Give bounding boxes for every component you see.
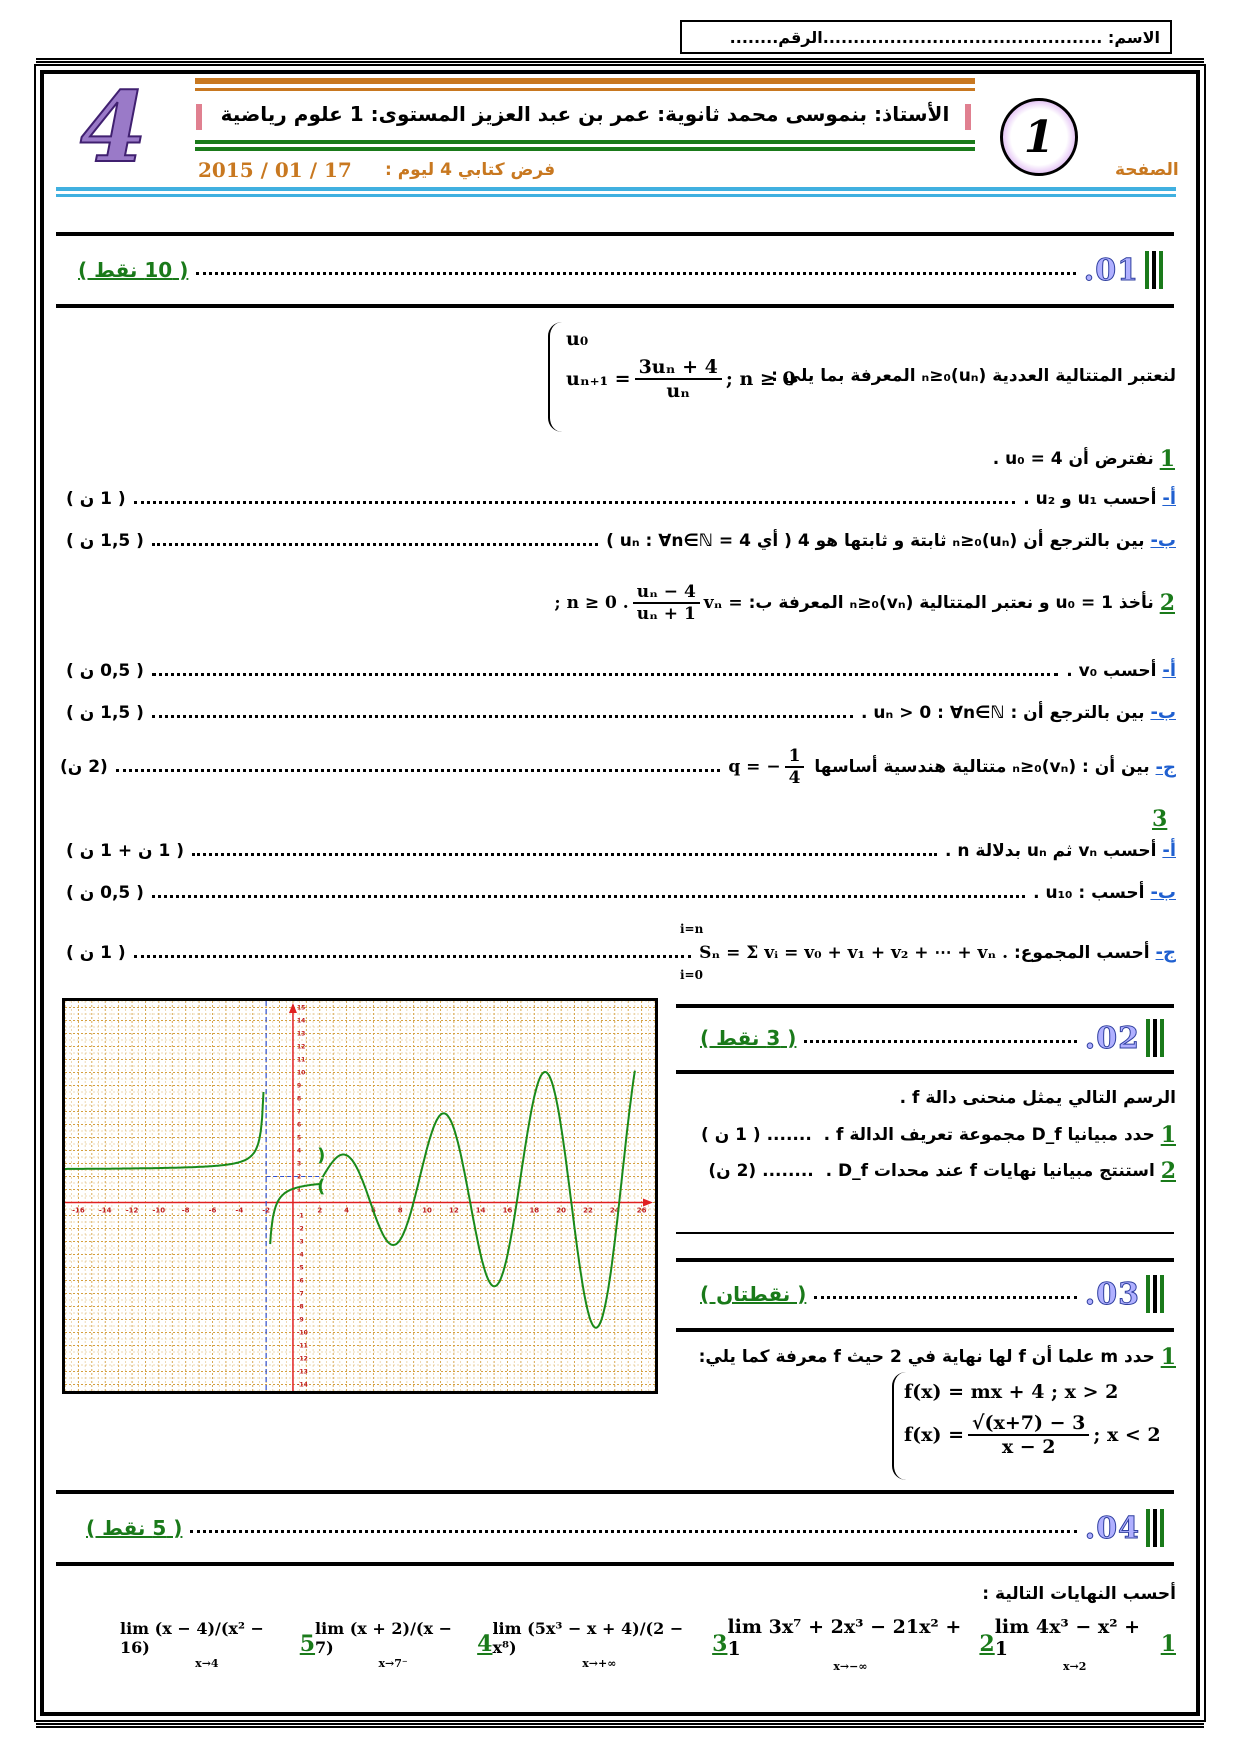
ex4-header [86,1508,1164,1548]
pink-bar-left [196,104,202,130]
y-tick-label: 4 [296,1147,302,1155]
ex1-sys-u0: u₀ [566,328,589,350]
y-tick-label: 8 [296,1095,302,1103]
ex1-q2c-pts: (2 ن) [60,757,108,777]
ex1-intro: لنعتبر المتتالية العددية (uₙ)ₙ≥₀ المعرفة بما يلي : [771,366,1176,386]
x-tick-label: 26 [636,1206,647,1215]
y-tick-label: 1 [296,1186,302,1194]
y-tick-label: -8 [296,1303,304,1311]
x-tick-label: -16 [72,1206,85,1215]
y-tick-label: 12 [296,1043,306,1051]
y-tick-label: 7 [296,1108,302,1116]
y-tick-label: 3 [296,1160,302,1168]
exam-line: فرض كتابي 4 ليوم : [385,160,556,180]
header-stripe-bottom [56,187,1176,191]
ex1-q2-number: 2 [1159,590,1175,616]
ex1-q2c [60,746,1176,788]
ex1-q3a-pts: ( 1 ن + 1 ن ) [66,840,185,861]
ex2-q2: (2 ن) ........ استنتج مبيانيا نهايات f عند محدات D_f . 2 [708,1158,1176,1184]
ex3-case2-den: x − 2 [1001,1436,1056,1458]
x-tick-label: 20 [556,1206,567,1215]
page-label: الصفحة [1115,160,1179,180]
x-tick-label: 10 [422,1206,432,1215]
ex3-case2-num: √(x+7) − 3 [968,1412,1089,1436]
limit-5-under: x→4 [195,1656,219,1670]
x-tick-label: 14 [475,1206,486,1215]
ex1-q2c-qd: 4 [788,768,801,788]
ex1-q3b-label: ب- [1150,882,1176,903]
ex2-q1: ( 1 ن ) ....... حدد مبيانيا D_f مجموعة تعريف الدالة f . 1 [701,1122,1176,1148]
x-tick-label: -8 [181,1206,190,1215]
y-tick-label: 13 [296,1030,306,1038]
ex1-q2b [66,702,1176,723]
ex1-q2b-text: بين بالترجع أن : uₙ > 0 : ∀n∈ℕ . [861,702,1145,723]
ex1-q3b [66,882,1176,903]
y-tick-label: -4 [296,1251,304,1259]
y-tick-label: 11 [296,1056,306,1064]
ex3-side-bars [1146,1275,1164,1313]
limit-item [995,1616,1176,1673]
header-stripe-mid [195,140,975,144]
x-tick-label: -2 [262,1206,271,1215]
x-tick-label: 16 [502,1206,513,1215]
ex2-bottom-line [676,1232,1174,1234]
y-tick-label: 15 [296,1004,306,1012]
exam-date: 2015 / 01 / 17 [198,158,352,182]
pink-bar-right [965,104,971,130]
ex1-sys-lhs: uₙ₊₁ = [566,368,631,390]
x-tick-label: -10 [152,1206,166,1215]
limit-2-expr: lim 3x⁷ + 2x³ − 21x² + 1 [727,1615,962,1660]
ex1-q1b [66,530,1176,551]
limit-1-num: 1 [1160,1631,1176,1657]
y-tick-label: 10 [296,1069,306,1077]
limit-item [727,1616,994,1673]
ex1-q1a-text: أحسب u₁ و u₂ . [1023,488,1157,509]
ex2-intro: الرسم التالي يمثل منحنى دالة f . [899,1088,1176,1108]
x-tick-label: -4 [235,1206,244,1215]
ex2-q2-num: 2 [1160,1158,1176,1184]
y-tick-label: 6 [296,1121,302,1129]
ex3-header [700,1274,1164,1314]
y-tick-label: -2 [296,1225,304,1233]
ex1-q3c-sum: Sₙ = Σ vᵢ = v₀ + v₁ + v₂ + ⋯ + vₙ . [699,942,1009,963]
header-stripe-top [195,78,975,84]
ex1-q2b-label: ب- [1150,702,1176,723]
ex3-q1-num: 1 [1160,1344,1176,1370]
ex2-side-bars [1146,1019,1164,1057]
ex1-q3c-top: i=n [680,922,704,936]
y-axis-arrow [289,1003,297,1013]
curve-left-branch [65,1092,264,1169]
limit-4-under: x→7⁻ [378,1656,408,1670]
limit-1-under: x→2 [1062,1659,1087,1673]
x-tick-label: 24 [609,1206,620,1215]
header-stripe-bottom2 [56,194,1176,197]
ex2-header [700,1018,1164,1058]
ex2-number: .02 [1084,1020,1140,1056]
x-tick-label: 8 [397,1206,403,1215]
ex1-q3c [66,942,1176,963]
ex3-points: ( نقطتان ) [700,1282,807,1306]
x-tick-label: 4 [344,1206,350,1215]
ex1-system [548,322,798,432]
name-box[interactable]: الاسم: ..............................................الرقم........ [680,20,1172,54]
ex1-q1a-pts: ( 1 ن ) [66,488,126,509]
y-tick-label: 9 [296,1082,302,1090]
header-stripe-top2 [195,88,975,91]
x-axis-arrow [643,1199,653,1207]
ex4-number: .04 [1084,1510,1140,1546]
limit-4-num: 4 [477,1631,493,1657]
ex1-q1 [720,446,1175,472]
ex1-q3a [66,840,1176,861]
ex1-q3a-text: أحسب vₙ ثم uₙ بدلالة n . [944,840,1157,861]
ex1-q3b-pts: ( 0,5 ن ) [66,882,144,903]
limit-2-num: 2 [979,1631,995,1657]
ex1-q2-text: نأخذ u₀ = 1 و نعتبر المتتالية (vₙ)ₙ≥₀ المعرفة ب: [748,593,1154,613]
ex1-q2a-label: أ- [1162,660,1176,681]
ex1-q2c-text: بين أن : (vₙ)ₙ≥₀ متتالية هندسية أساسها [814,757,1150,777]
ex1-q3c-text: أحسب المجموع: [1014,942,1150,963]
ex2-q1-pts: ( 1 ن ) [701,1125,761,1145]
x-tick-label: 12 [448,1206,459,1215]
limit-5-num: 5 [299,1631,316,1657]
ex1-q3c-bot: i=0 [680,968,703,982]
x-tick-label: 2 [317,1206,323,1215]
ex1-q2-num: uₙ − 4 [633,582,700,604]
limit-item [315,1619,492,1670]
ex3-case2-lhs: f(x) = [904,1424,965,1446]
ex1-side-bars [1145,251,1163,289]
ex3-system [892,1372,1174,1480]
open-endpoint-marker: ( [317,1176,326,1198]
ex1-sys-den: uₙ [666,380,691,402]
ex1-q1a [66,488,1176,509]
ex1-points: ( 10 نقط ) [78,258,189,282]
y-tick-label: -9 [296,1316,304,1324]
ex1-sys-tail: ; n ≥ 0 [725,368,796,390]
y-tick-label: -1 [296,1212,304,1220]
ex1-q2-tail: ; n ≥ 0 . [554,593,629,613]
ex4-limits [120,1612,1176,1676]
ex3-number: .03 [1084,1276,1140,1312]
ex1-q1b-pts: ( 1,5 ن ) [66,530,144,551]
limit-4-expr: lim (x + 2)/(x − 7) [315,1618,452,1657]
header-stripe-mid2 [195,147,975,151]
ex3-case2-tail: ; x < 2 [1093,1424,1161,1446]
y-tick-label: -12 [296,1355,308,1363]
y-tick-label: 2 [296,1173,302,1181]
ex1-sys-num: 3uₙ + 4 [635,356,722,380]
y-tick-label: -10 [296,1329,308,1337]
x-tick-label: 6 [370,1206,376,1215]
ex1-q2c-qn: 1 [785,746,805,768]
limit-5-expr: lim (x − 4)/(x² − 16) [120,1618,264,1657]
x-tick-label: 22 [583,1206,593,1215]
ex1-q3-number [1152,806,1167,832]
limit-3-expr: lim (5x³ − x + 4)/(2 − x⁸) [492,1618,684,1657]
y-tick-label: -13 [296,1368,308,1376]
limit-3-num: 3 [712,1631,728,1657]
x-tick-label: -14 [98,1206,112,1215]
ex3-q1-text: حدد m علما أن f لها نهاية في 2 حيث f معرفة كما يلي: [698,1347,1155,1367]
ex1-q3-num: 3 [1152,806,1168,832]
page-badge: 1 [1000,98,1078,176]
y-tick-label: -7 [296,1290,304,1298]
y-tick-label: -6 [296,1277,304,1285]
limit-item [120,1619,315,1670]
function-graph [65,1001,655,1391]
ex2-q1-text: حدد مبيانيا D_f مجموعة تعريف الدالة f . [823,1125,1155,1145]
y-tick-label: 5 [296,1134,302,1142]
big-number-logo: 4 [80,71,147,184]
ex1-q2a [66,660,1176,681]
y-tick-label: -14 [296,1381,308,1389]
y-tick-label: -11 [296,1342,308,1350]
ex1-q2a-text: أحسب v₀ . [1066,660,1157,681]
ex2-q1-num: 1 [1160,1122,1176,1148]
y-tick-label: 14 [296,1017,306,1025]
ex1-q3b-text: أحسب : u₁₀ . [1033,882,1145,903]
teacher-line: الأستاذ: بنموسى محمد ثانوية: عمر بن عبد العزيز المستوى: 1 علوم رياضية [220,102,950,126]
open-endpoint-marker: ) [317,1144,326,1166]
function-graph-box [62,998,658,1394]
ex1-dots [196,265,1075,275]
ex2-q2-text: استنتج مبيانيا نهايات f عند محدات D_f . [825,1161,1155,1181]
ex2-q2-pts: (2 ن) [708,1161,757,1181]
limit-item [492,1619,727,1670]
ex4-points: ( 5 نقط ) [86,1516,183,1540]
ex1-q3c-pts: ( 1 ن ) [66,942,126,963]
ex1-q1b-label: ب- [1150,530,1176,551]
limit-3-under: x→+∞ [582,1656,617,1670]
ex1-q2c-label: ج- [1155,756,1176,778]
ex4-intro: أحسب النهايات التالية : [982,1584,1176,1604]
ex1-q3c-label: ج- [1155,942,1176,963]
limit-1-expr: lim 4x³ − x² + 1 [994,1615,1141,1660]
ex1-q2a-pts: ( 0,5 ن ) [66,660,144,681]
ex1-q2-vn: vₙ = [703,593,743,613]
ex1-q1-num: 1 [1159,446,1175,472]
ex4-side-bars [1146,1509,1164,1547]
ex3-case1: f(x) = mx + 4 ; x > 2 [904,1381,1119,1403]
ex1-q3a-label: أ- [1162,840,1176,861]
ex1-q1-text: نفترض أن u₀ = 4 . [992,449,1154,469]
x-tick-label: -6 [208,1206,217,1215]
x-tick-label: -12 [125,1206,139,1215]
ex1-q2c-q: q = − [728,757,781,777]
ex1-q1a-label: أ- [1162,488,1176,509]
ex1-header [78,250,1163,290]
ex1-q2b-pts: ( 1,5 ن ) [66,702,144,723]
ex1-q2 [520,582,1175,624]
x-tick-label: 18 [529,1206,540,1215]
ex1-q2-den: uₙ + 1 [636,604,696,624]
ex2-points: ( 3 نقط ) [700,1026,797,1050]
y-tick-label: -5 [296,1264,304,1272]
ex1-number: .01 [1083,252,1139,288]
y-tick-label: -3 [296,1238,304,1246]
ex1-q1b-text: بين بالترجع أن (uₙ)ₙ≥₀ ثابتة و ثابتها هو 4 ( أي 4 = uₙ : ∀n∈ℕ ) [606,530,1145,551]
ex3-q1 [664,1344,1176,1370]
limit-2-under: x→−∞ [833,1659,868,1673]
